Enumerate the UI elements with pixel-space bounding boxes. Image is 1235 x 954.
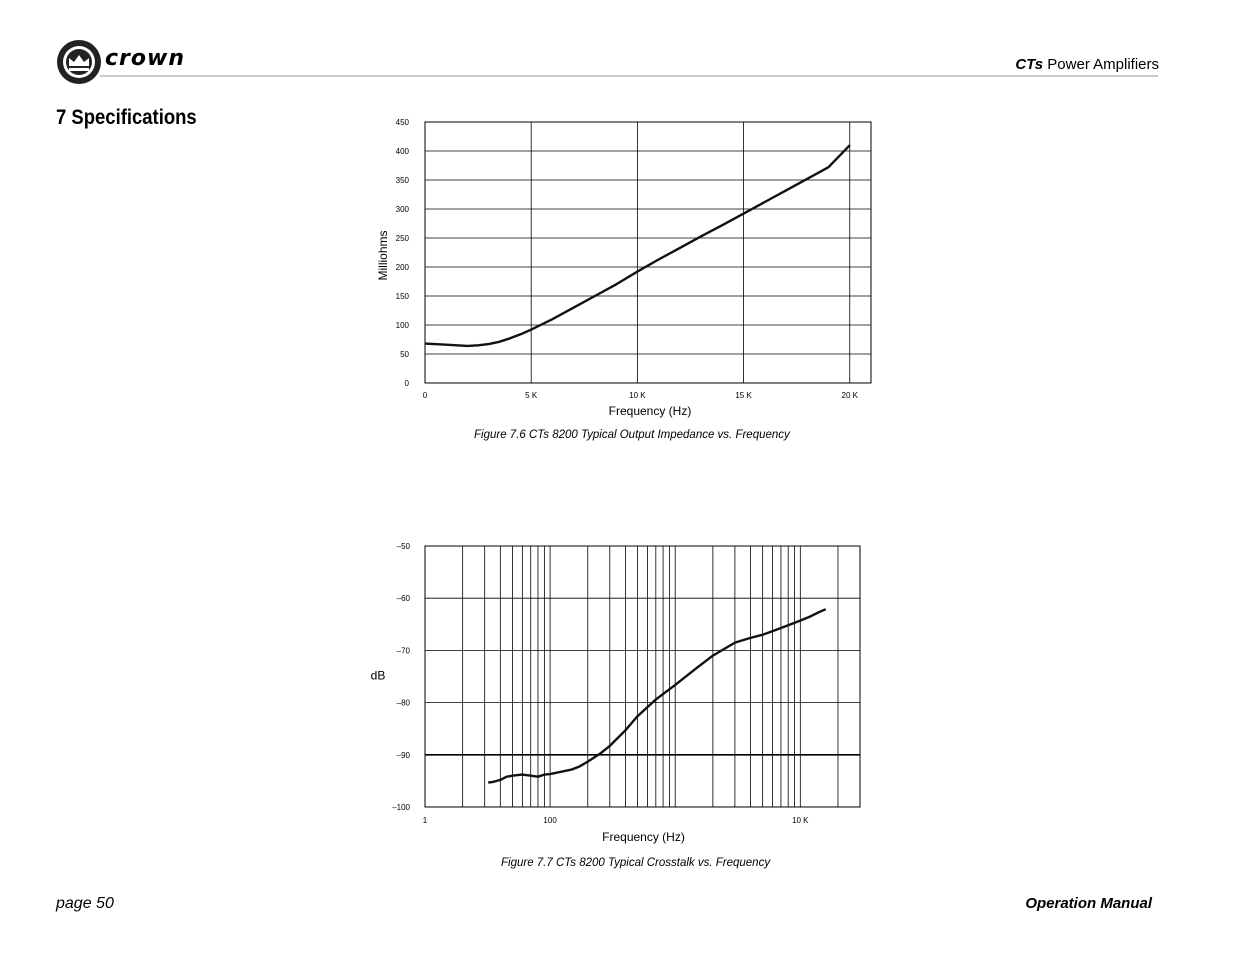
x-tick-label: 20 K xyxy=(841,391,858,400)
y-tick-label: 400 xyxy=(395,147,409,156)
x-tick-label: 0 xyxy=(422,391,428,400)
y-tick-label: 350 xyxy=(395,176,409,185)
header-title-bold: CTs xyxy=(1015,56,1044,73)
y-tick-label: –60 xyxy=(396,594,410,604)
x-tick-label: 15 K xyxy=(735,391,752,400)
y-tick-label: 450 xyxy=(395,118,409,127)
x-axis-label: Frequency (Hz) xyxy=(602,830,685,844)
crosstalk-series-line xyxy=(488,609,826,782)
crown-logo-text: crown xyxy=(105,46,185,71)
y-axis-label: Milliohms xyxy=(376,230,390,281)
x-tick-label: 10 K xyxy=(629,391,646,400)
y-tick-label: –50 xyxy=(396,542,410,551)
y-tick-label: 0 xyxy=(404,379,409,388)
y-tick-label: 150 xyxy=(395,292,409,301)
x-tick-label: 10 K xyxy=(792,816,809,825)
y-tick-label: 200 xyxy=(395,263,409,272)
y-tick-label: 250 xyxy=(395,234,409,243)
y-tick-label: 50 xyxy=(400,350,409,359)
y-tick-label: –80 xyxy=(396,698,410,708)
section-heading: 7 Specifications xyxy=(56,106,197,129)
y-tick-label: –90 xyxy=(396,750,410,760)
y-tick-label: 100 xyxy=(395,321,409,330)
x-axis-label: Frequency (Hz) xyxy=(608,404,692,418)
y-tick-label: 300 xyxy=(395,205,409,214)
x-tick-label: 1 xyxy=(422,816,428,825)
header-title-rest: Power Amplifiers xyxy=(1043,56,1159,73)
y-tick-label: –70 xyxy=(396,646,410,656)
y-axis-label: dB xyxy=(370,668,386,683)
impedance-chart-caption: Figure 7.6 CTs 8200 Typical Output Impedance vs. Frequency xyxy=(474,429,790,441)
x-tick-label: 100 xyxy=(543,816,557,825)
y-tick-label: –100 xyxy=(392,803,410,812)
manual-title: Operation Manual xyxy=(1025,895,1152,912)
page-number: page 50 xyxy=(56,895,114,912)
x-tick-label: 5 K xyxy=(525,391,538,400)
crosstalk-chart-caption: Figure 7.7 CTs 8200 Typical Crosstalk vs. Frequency xyxy=(501,857,771,869)
